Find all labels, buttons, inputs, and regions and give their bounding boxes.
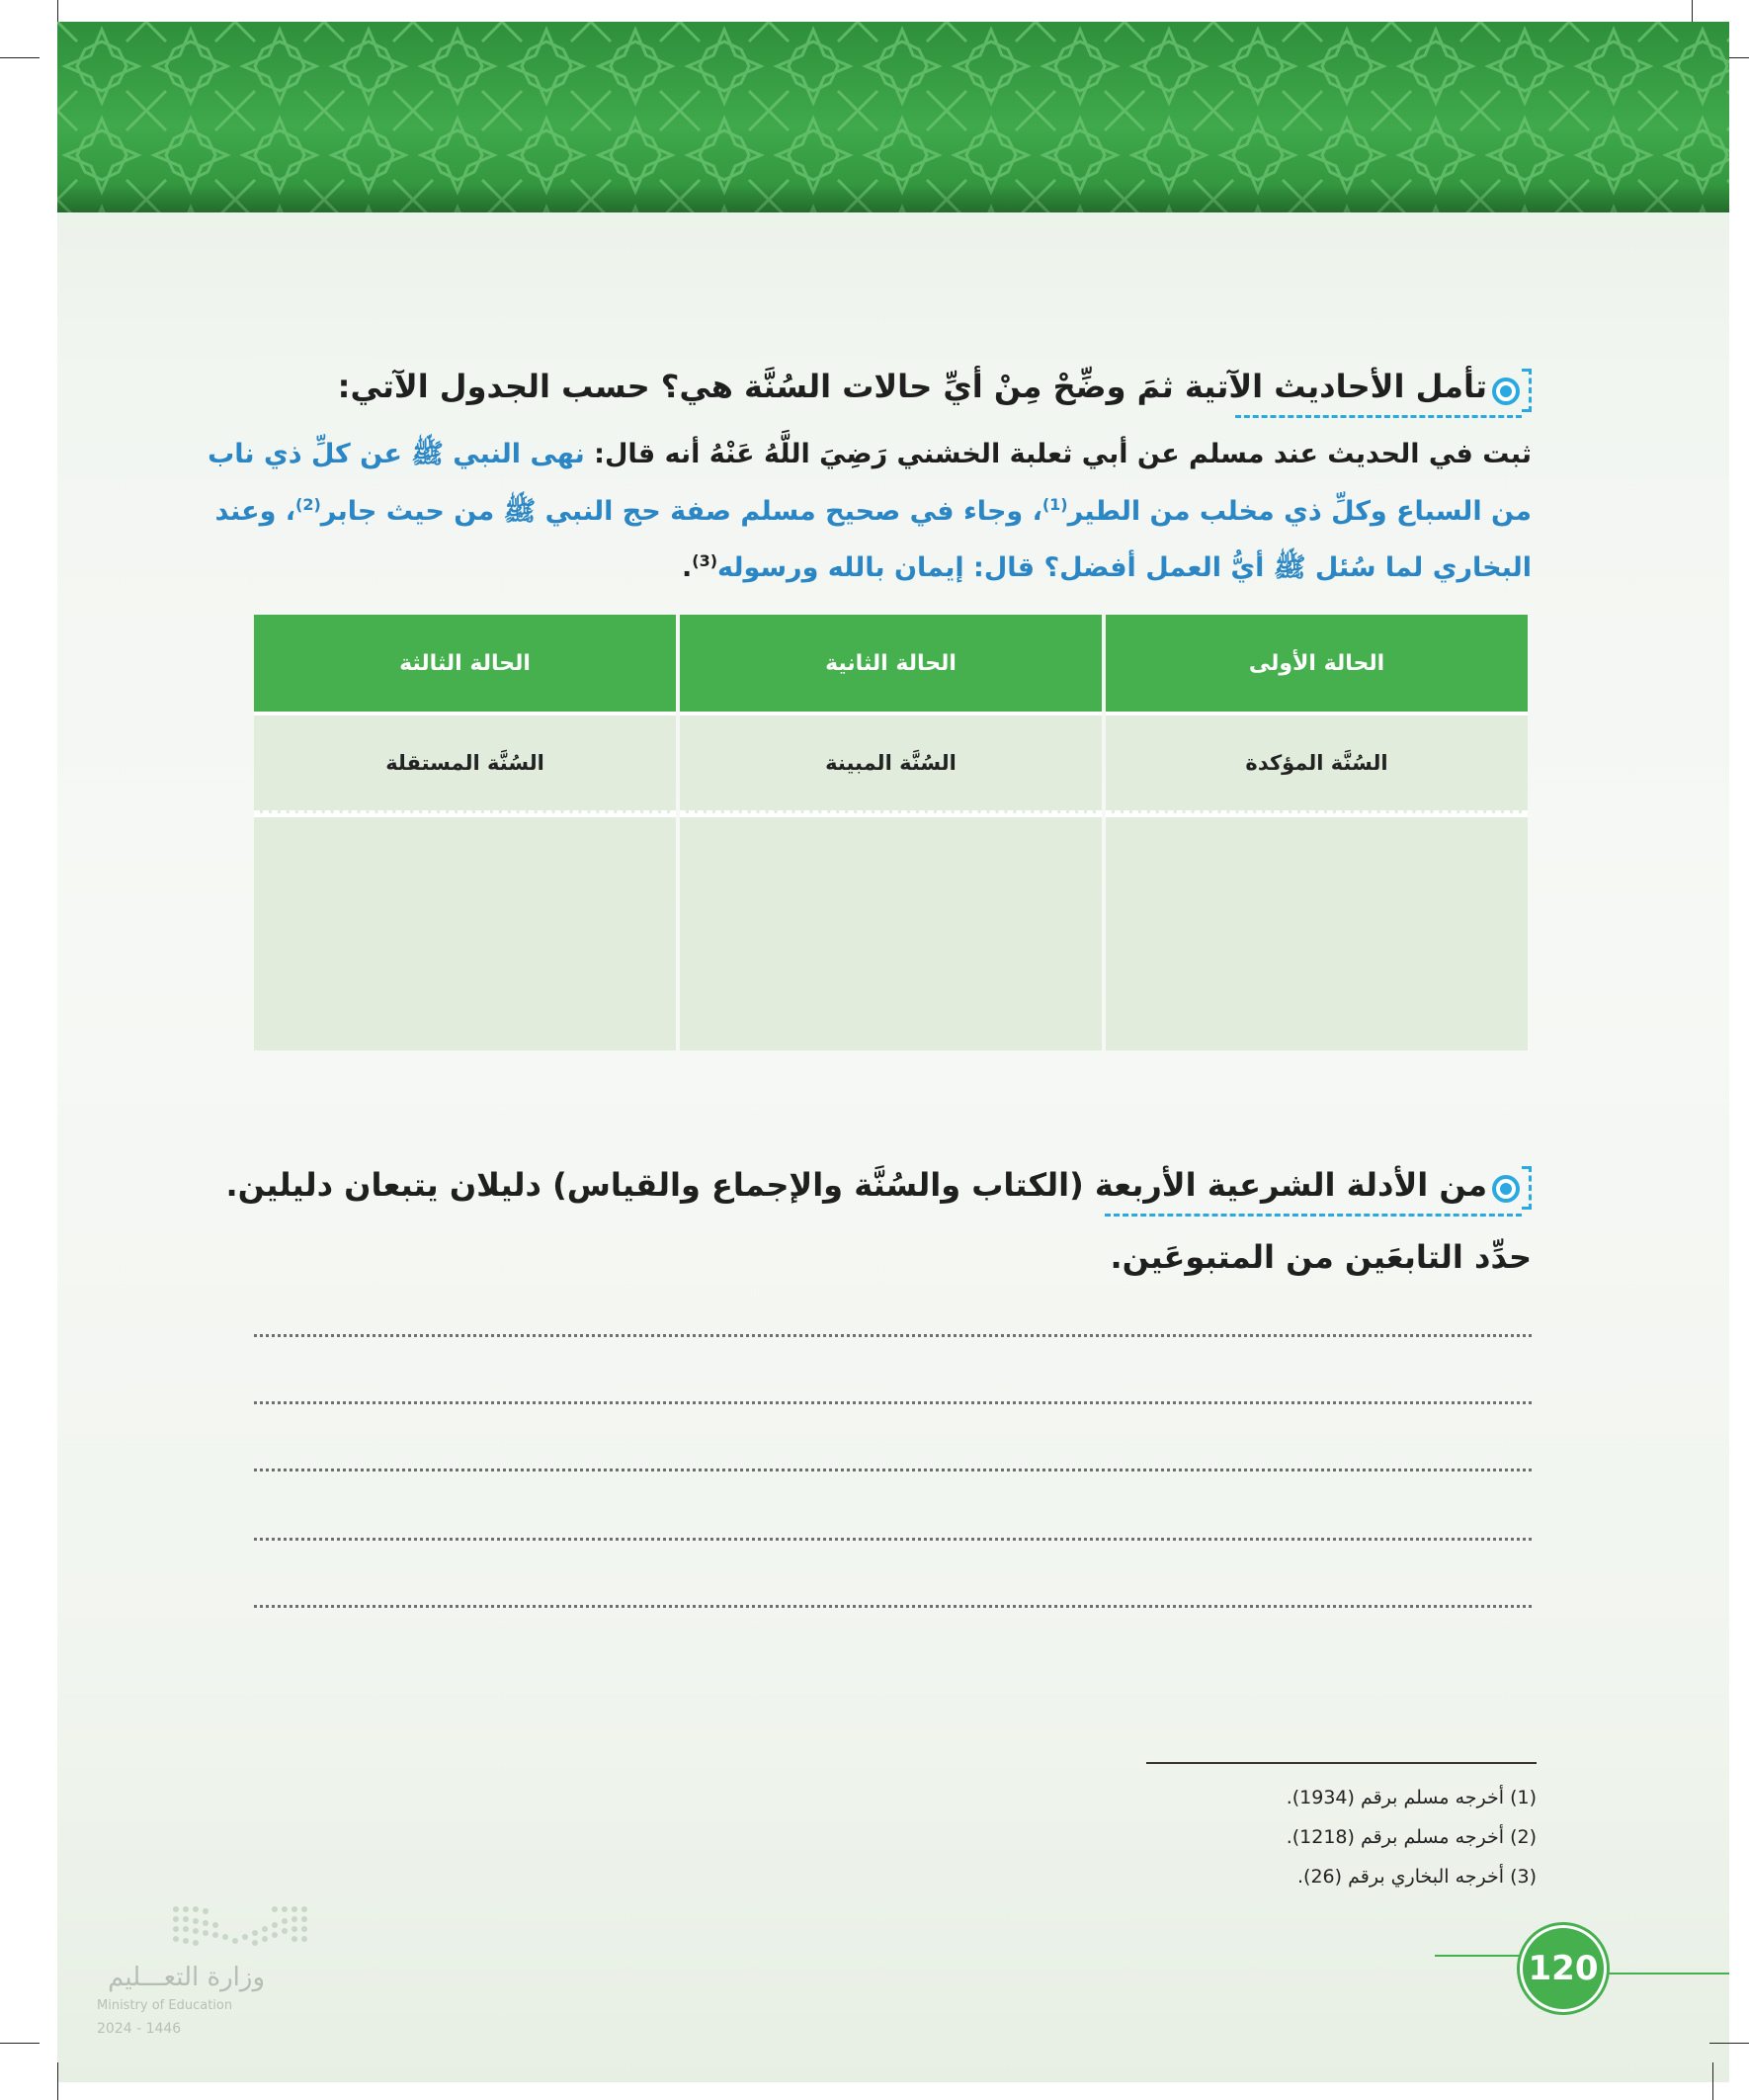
cell-case-1: السُنَّة المؤكدة	[1106, 712, 1528, 813]
answer-cell-1[interactable]	[1106, 813, 1528, 1050]
footnote-ref-1[interactable]: (1)	[1041, 495, 1068, 514]
footnote-ref-3[interactable]: (3)	[692, 551, 718, 570]
question-2-instruction: حدِّد التابعَين من المتبوعَين.	[1110, 1238, 1532, 1276]
crop-mark	[0, 57, 40, 58]
question-underline	[1235, 415, 1522, 418]
page-number-rule-right	[1603, 1973, 1729, 1974]
table-answer-row	[254, 813, 1528, 1050]
question-1-line-2	[215, 494, 1532, 534]
footnote-3: (3) أخرجه البخاري برقم (26).	[1297, 1866, 1537, 1888]
academic-year: 2024 - 1446	[97, 2021, 182, 2037]
sunnah-cases-table	[250, 615, 1532, 1050]
page-number: 120	[1520, 1925, 1607, 2012]
page-background	[57, 22, 1729, 2082]
page-number-rule-left	[1435, 1955, 1524, 1957]
answer-cell-3[interactable]	[254, 813, 676, 1050]
answer-line[interactable]	[254, 1469, 1532, 1471]
header-case-1: الحالة الأولى	[1106, 615, 1528, 712]
question-1-title: تأمل الأحاديث الآتية ثمَ وضِّحْ مِنْ أيِّ حالات السُنَّة هي؟ حسب الجدول الآتي:	[337, 368, 1487, 405]
header-case-2: الحالة الثانية	[680, 615, 1102, 712]
crop-mark	[1712, 2062, 1713, 2100]
sentence-end: .	[682, 552, 693, 583]
islamic-pattern-icon	[57, 22, 1729, 212]
hadith-text-2b: ، وجاء في صحيح مسلم صفة حج النبي ﷺ من حيث جابر	[320, 496, 1042, 527]
question-bracket	[1522, 1166, 1532, 1210]
crop-mark	[0, 2043, 40, 2044]
question-underline	[1105, 1214, 1522, 1217]
ministry-logo-icon	[97, 1897, 324, 1967]
hadith-intro: ثبت في الحديث عند مسلم عن أبي ثعلبة الخشني رَضِيَ اللَّهُ عَنْهُ أنه قال:	[584, 439, 1532, 469]
cell-case-2: السُنَّة المبينة	[680, 712, 1102, 813]
question-bullet-icon	[1492, 1175, 1520, 1203]
table-row	[254, 712, 1528, 813]
answer-line[interactable]	[254, 1605, 1532, 1608]
question-1-line-1	[208, 437, 1532, 476]
crop-mark	[57, 2062, 58, 2100]
answer-line[interactable]	[254, 1538, 1532, 1541]
question-2-title: من الأدلة الشرعية الأربعة (الكتاب والسُنَّة والإجماع والقياس) دليلان يتبعان دليلين.	[225, 1166, 1487, 1204]
answer-line[interactable]	[254, 1334, 1532, 1337]
answer-cell-2[interactable]	[680, 813, 1102, 1050]
crop-mark	[1709, 2043, 1749, 2044]
footnote-1: (1) أخرجه مسلم برقم (1934).	[1286, 1787, 1537, 1808]
header-case-3: الحالة الثالثة	[254, 615, 676, 712]
question-bracket	[1522, 369, 1532, 412]
hadith-text-2a: من السباع وكلِّ ذي مخلب من الطير	[1067, 496, 1532, 527]
question-bullet-icon	[1492, 378, 1520, 405]
footnote-ref-2[interactable]: (2)	[295, 495, 321, 514]
question-1-line-3	[682, 550, 1532, 590]
ministry-name-english: Ministry of Education	[97, 1998, 233, 2013]
footnote-2: (2) أخرجه مسلم برقم (1218).	[1286, 1826, 1537, 1848]
table-header-row	[254, 615, 1528, 712]
answer-line[interactable]	[254, 1401, 1532, 1404]
header-banner	[57, 22, 1729, 212]
hadith-text-3: البخاري لما سُئل ﷺ أيُّ العمل أفضل؟ قال: إيمان بالله ورسوله	[717, 552, 1532, 583]
hadith-text-2c: ، وعند	[214, 496, 296, 527]
footnote-divider	[1146, 1762, 1537, 1764]
ministry-name-arabic: وزارة التعـــليم	[108, 1963, 265, 1992]
cell-case-3: السُنَّة المستقلة	[254, 712, 676, 813]
hadith-text-1: نهى النبي ﷺ عن كلِّ ذي ناب	[208, 439, 585, 469]
